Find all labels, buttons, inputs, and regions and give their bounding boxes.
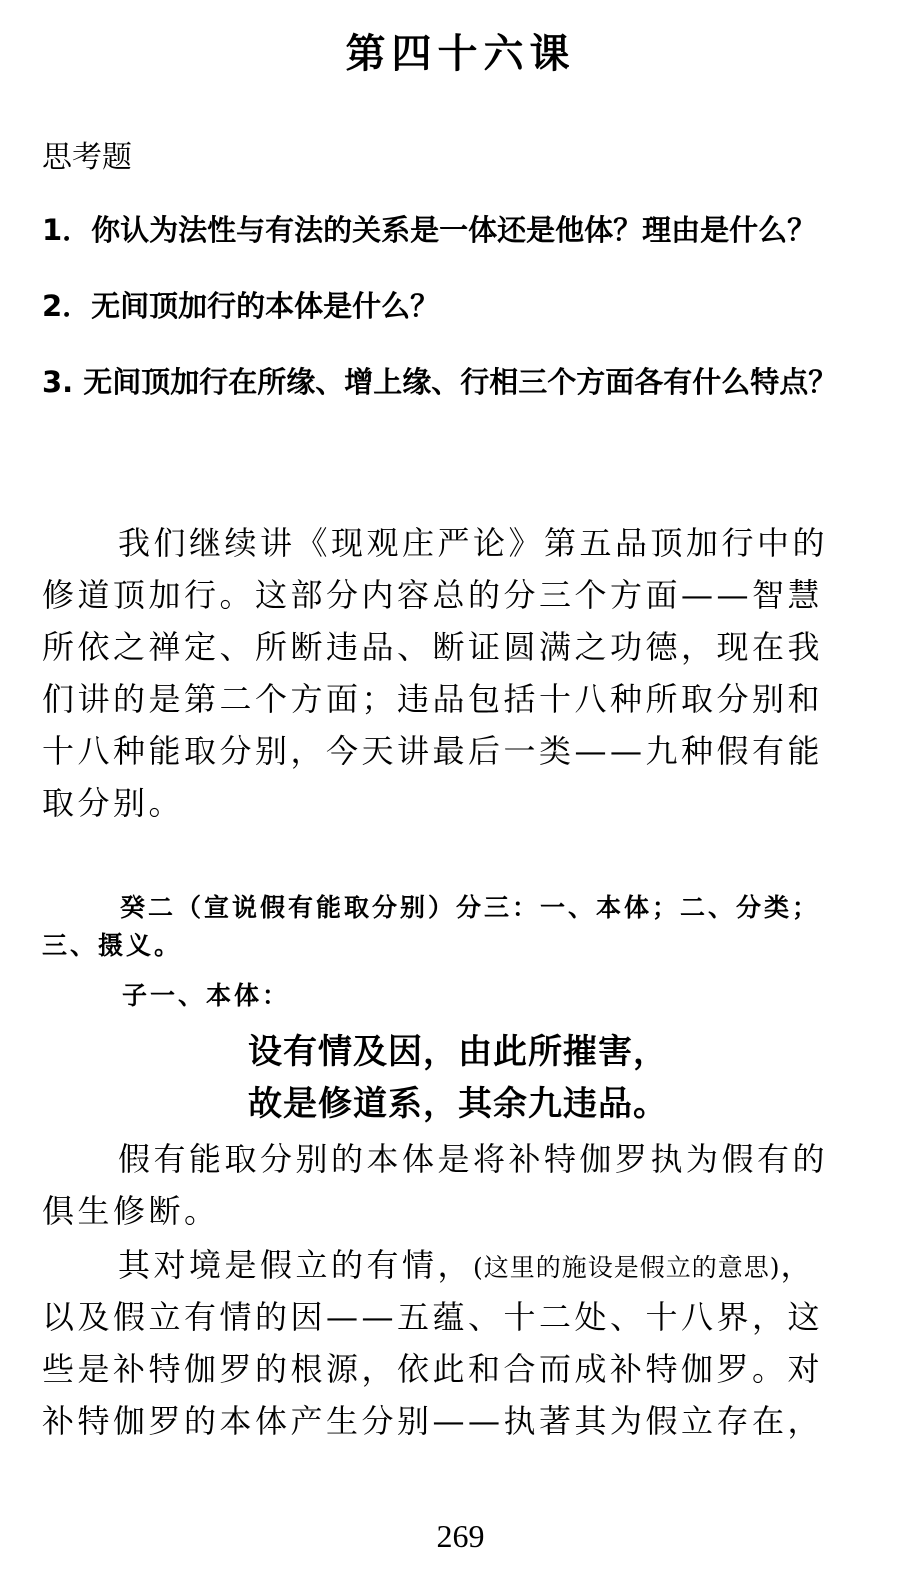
section-heading-line-1: 癸二（宣说假有能取分别）分三：一、本体；二、分类； xyxy=(120,893,821,922)
body-line-5: 些是补特伽罗的根源，依此和合而成补特伽罗。对 xyxy=(42,1350,824,1388)
verse-line-2: 故是修道系，其余九违品。 xyxy=(248,1084,668,1124)
questions-heading: 思考题 xyxy=(42,140,132,175)
question-2: 2．无间顶加行的本体是什么？ xyxy=(42,289,440,323)
body-line-2: 俱生修断。 xyxy=(42,1192,220,1230)
intro-line-1: 我们继续讲《现观庄严论》第五品顶加行中的 xyxy=(118,524,829,562)
body-line-6: 补特伽罗的本体产生分别——执著其为假立存在， xyxy=(42,1402,824,1440)
intro-line-2: 修道顶加行。这部分内容总的分三个方面——智慧 xyxy=(42,576,824,614)
verse-line-1: 设有情及因，由此所摧害， xyxy=(248,1032,668,1072)
body-line-3-end: ， xyxy=(780,1246,817,1284)
intro-line-5: 十八种能取分别，今天讲最后一类——九种假有能 xyxy=(42,732,824,770)
intro-line-4: 们讲的是第二个方面；违品包括十八种所取分别和 xyxy=(42,680,824,718)
subsection-heading: 子一、本体： xyxy=(122,981,291,1010)
body-line-3 xyxy=(118,1240,816,1286)
body-line-3-main: 其对境是假立的有情， xyxy=(118,1246,474,1284)
page-number: 269 xyxy=(436,1518,485,1554)
body-line-4: 以及假立有情的因——五蕴、十二处、十八界，这 xyxy=(42,1298,824,1336)
parenthetical-note: (这里的施设是假立的意思) xyxy=(473,1253,781,1282)
section-heading-line-2: 三、摄义。 xyxy=(42,931,183,960)
body-line-1: 假有能取分别的本体是将补特伽罗执为假有的 xyxy=(118,1140,829,1178)
question-1: 1．你认为法性与有法的关系是一体还是他体？理由是什么？ xyxy=(42,213,817,247)
intro-line-3: 所依之禅定、所断违品、断证圆满之功德，现在我 xyxy=(42,628,824,666)
lesson-title: 第四十六课 xyxy=(345,31,576,77)
question-3: 3. 无间顶加行在所缘、增上缘、行相三个方面各有什么特点？ xyxy=(42,365,838,399)
intro-line-6: 取分别。 xyxy=(42,784,185,822)
